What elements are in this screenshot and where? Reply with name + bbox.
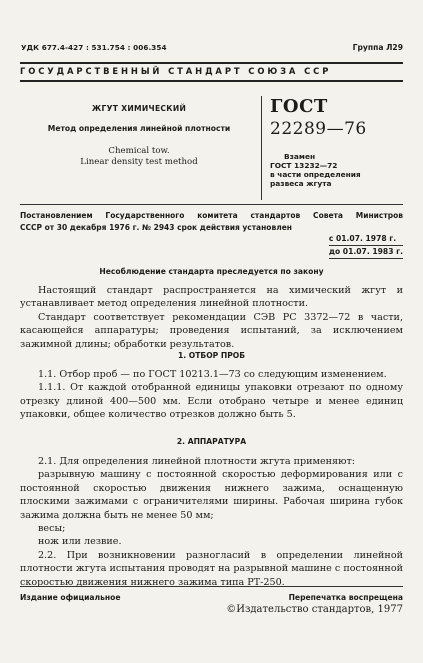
decree-line2: СССР от 30 декабря 1976 г. № 2943 срок действия установлен (20, 222, 292, 232)
replace-note (270, 152, 361, 188)
ru-title: ЖГУТ ХИМИЧЕСКИЙ (91, 104, 187, 113)
paragraph-2-1-a: разрывную машину с постоянной скоростью деформирования или с постоянной скоростью движения нижнего зажима, оснащенную плоскими зажимами с ограничителями ширины. Рабочая ширина губок зажима должна быть не менее 50 мм; (20, 469, 403, 521)
en-title-line1: Chemical tow. (108, 146, 170, 156)
title-block (20, 104, 258, 167)
paragraph-2-1-c: нож или лезвие. (38, 536, 122, 548)
date-from: с 01.07. 1978 г. (329, 233, 403, 246)
paragraph-2-2: 2.2. При возникновении разногласий в определении линейной плотности жгута испытания проводят на разрывной машине с постоянной скоростью движения нижнего зажима типа РТ-250. (20, 549, 403, 588)
intro-text: Настоящий стандарт распространяется на химический жгут и устанавливает метод определения линейной плотности. (20, 285, 403, 310)
paragraph-2-1: 2.1. Для определения линейной плотности жгута применяют: (38, 456, 356, 467)
decree-line1: Постановлением Государственного комитета стандартов Совета Министров (20, 211, 403, 220)
section2-body (20, 455, 403, 589)
replace-line2: ГОСТ 13232—72 (270, 161, 338, 170)
footer-rule (20, 586, 403, 587)
section1-body (20, 368, 403, 422)
replace-line1: Взамен (284, 152, 316, 161)
decree-rule (20, 204, 403, 205)
header-rule (20, 80, 403, 82)
intro-paragraph (20, 284, 403, 351)
paragraph-2-1-b: весы; (38, 523, 66, 535)
copyright: ©Издательство стандартов, 1977 (226, 604, 403, 615)
section1-title: 1. ОТБОР ПРОБ (177, 351, 246, 360)
en-title-line2: Linear density test method (80, 157, 198, 167)
decree-block (20, 210, 403, 233)
compliance-text: Стандарт соответствует рекомендации СЭВ РС 3372—72 в части, касающейся аппаратуры; проведения испытаний, за исключением зажимной длины; обработки результатов. (20, 311, 403, 350)
official-edition: Издание официальное (20, 593, 121, 602)
paragraph-1-1: 1.1. Отбор проб — по ГОСТ 10213.1—73 со следующим изменением. (38, 369, 387, 380)
gost-number: 22289—76 (270, 119, 367, 139)
date-to: до 01.07. 1983 г. (329, 246, 403, 259)
group-code: Группа Л29 (352, 43, 403, 52)
legal-notice: Несоблюдение стандарта преследуется по закону (99, 267, 324, 276)
validity-dates (329, 233, 403, 259)
top-rule (20, 62, 403, 64)
reprint-notice: Перепечатка воспрещена (288, 593, 403, 602)
state-standard-header: ГОСУДАРСТВЕННЫЙ СТАНДАРТ СОЮЗА ССР (20, 66, 332, 76)
title-divider (261, 96, 262, 200)
gost-label: ГОСТ (270, 96, 328, 117)
replace-line3: в части определения (270, 170, 361, 179)
udk-code: УДК 677.4-427 : 531.754 : 006.354 (21, 43, 167, 52)
section2-title: 2. АППАРАТУРА (176, 437, 247, 446)
ru-subtitle: Метод определения линейной плотности (47, 124, 231, 133)
paragraph-1-1-1: 1.1.1. От каждой отобранной единицы упаковки отрезают по одному отрезку длиной 400—500 мм. Если отобрано четыре и менее единиц упаковки, общее количество отрезков должно быть 5. (20, 382, 403, 421)
replace-line4: развеса жгута (270, 179, 332, 188)
